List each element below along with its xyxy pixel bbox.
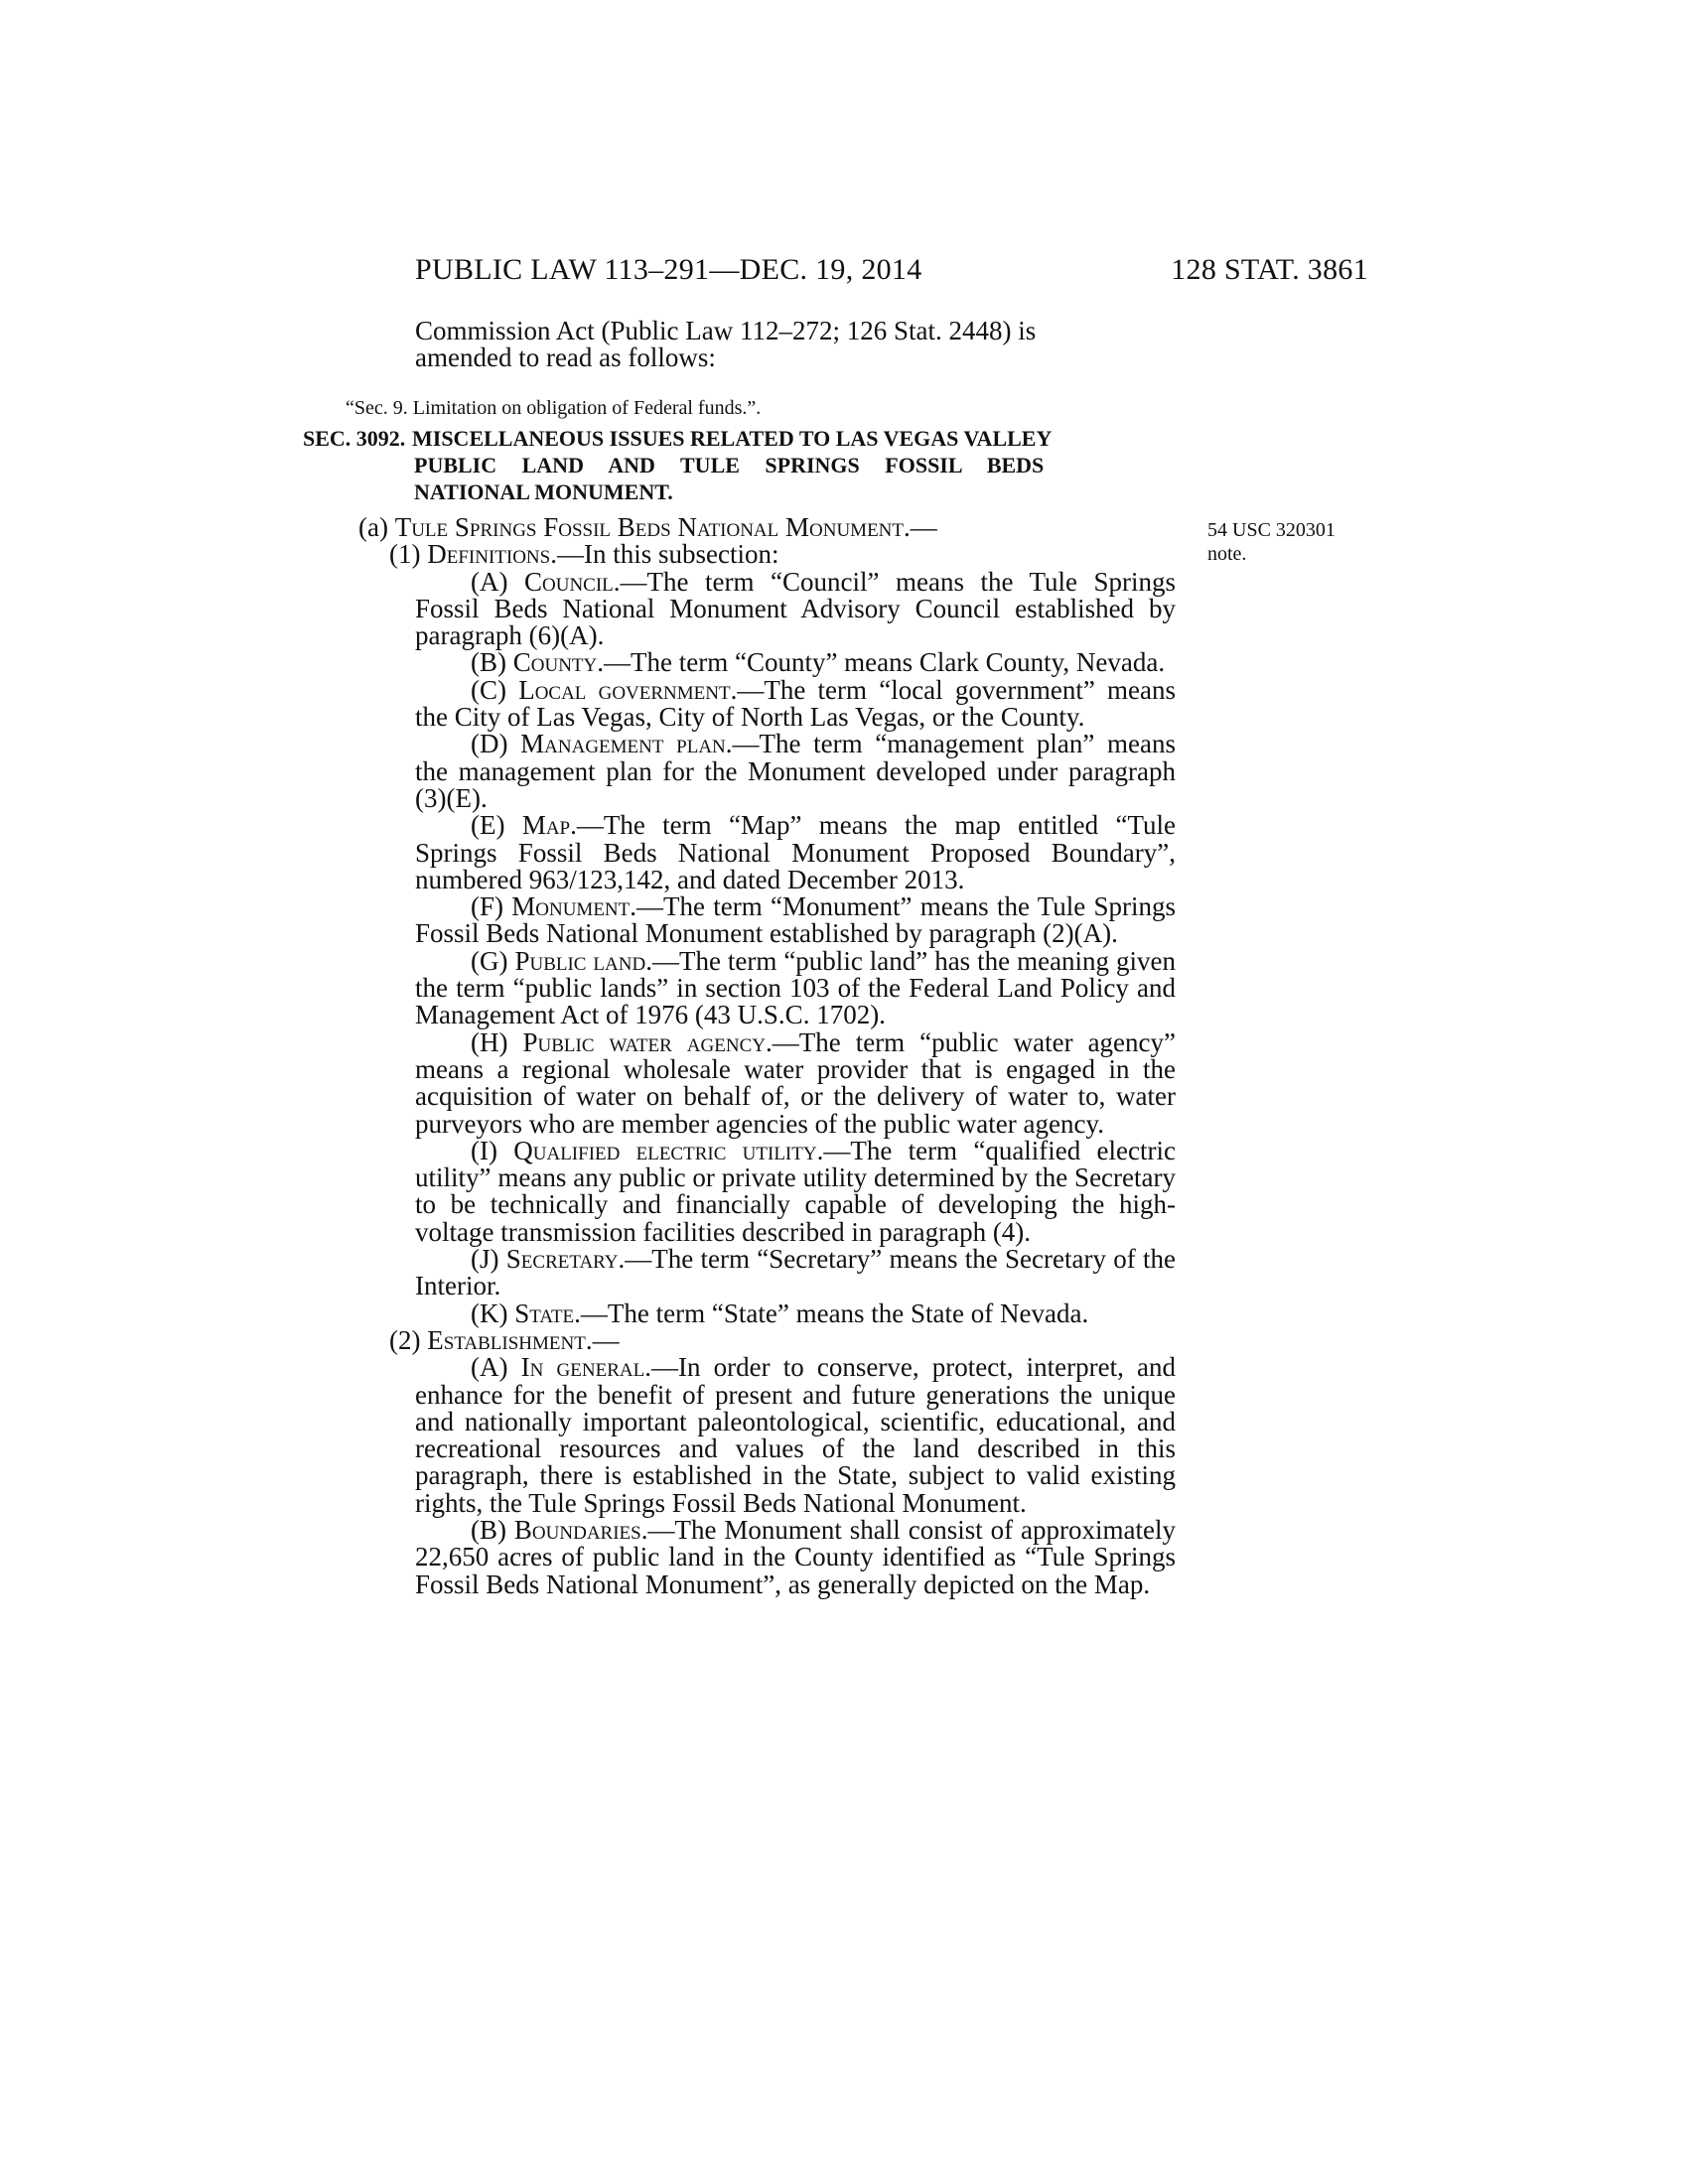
running-header bbox=[0, 253, 1688, 293]
definition-F-heading: Monument. bbox=[511, 891, 637, 922]
paragraph-1: (1) Definitions.—In this subsection: bbox=[389, 539, 779, 570]
definition-G: (G) Public land.—The term “public land” has the meaning given the term “public lands” in section 103 of the Federal Land Policy and Management Act of 1976 (43 U.S.C. 1702). bbox=[415, 945, 1177, 1030]
definition-B: (B) County.—The term “County” means Clark County, Nevada. bbox=[471, 647, 1166, 678]
definition-D: (D) Management plan.—The term “management plan” means the management plan for the Monument developed under paragraph (3)(E). bbox=[415, 729, 1176, 813]
definition-H: (H) Public water agency.—The term “public water agency” means a regional wholesale water provider that is engaged in the acquisition of water on behalf of, or the delivery of water to, water purveyors who are member agencies of the public water agency. bbox=[415, 1026, 1177, 1139]
definition-E: (E) Map.—The term “Map” means the map entitled “Tule Springs Fossil Beds National Monument Proposed Boundary”, numbered 963/123,142, and dated December 2013. bbox=[415, 810, 1176, 894]
section-title-line-1: MISCELLANEOUS ISSUES RELATED TO LAS VEGAS VALLEY bbox=[412, 426, 1053, 451]
establishment-A-heading: In general. bbox=[520, 1352, 651, 1383]
definition-C-heading: Local government. bbox=[518, 674, 738, 705]
definition-G-heading: Public land. bbox=[514, 945, 652, 976]
definition-A-heading: Council. bbox=[524, 566, 621, 597]
definition-I-heading: Qualified electric utility. bbox=[513, 1135, 824, 1165]
definition-I: (I) Qualified electric utility.—The term “qualified electric utility” means any public or private utility determined by the Secretary to be technically and financially capable of developing the high-voltage transmission facilities described in paragraph (4). bbox=[415, 1135, 1176, 1247]
section-heading bbox=[303, 425, 1176, 505]
establishment-B: (B) Boundaries.—The Monument shall consist of approximately 22,650 acres of public land in the County identified as “Tule Springs Fossil Beds National Monument”, as generally depicted on the Map. bbox=[415, 1514, 1176, 1599]
definition-E-heading: Map. bbox=[521, 810, 577, 841]
definition-K-heading: State. bbox=[514, 1297, 581, 1328]
intro-block bbox=[415, 318, 1176, 372]
margin-note-code: 54 USC 320301 bbox=[1207, 519, 1336, 541]
paragraph-2: (2) Establishment.— bbox=[389, 1324, 620, 1355]
header-law-citation: PUBLIC LAW 113–291—DEC. 19, 2014 bbox=[415, 253, 922, 286]
establishment-A: (A) In general.—In order to conserve, protect, interpret, and enhance for the benefit of present and future generations the unique and nationally important paleontological, scientific, educational, and recreational resources and values of the land described in this paragraph, there is established in the State, subject to valid existing rights, the Tule Springs Fossil Beds National Monument. bbox=[415, 1352, 1177, 1518]
establishment-B-heading: Boundaries. bbox=[513, 1514, 648, 1545]
paragraph-1-heading: Definitions. bbox=[427, 539, 557, 570]
section-title-line-2: PUBLIC LAND AND TULE SPRINGS FOSSIL BEDS bbox=[414, 453, 1045, 478]
intro-line-1: Commission Act (Public Law 112–272; 126 Stat. 2448) is bbox=[415, 316, 1037, 345]
definition-B-heading: County. bbox=[512, 647, 604, 678]
definition-H-heading: Public water agency. bbox=[522, 1026, 773, 1057]
amended-table-item: “Sec. 9. Limitation on obligation of Federal funds.”. bbox=[346, 397, 762, 419]
paragraph-2-heading: Establishment. bbox=[427, 1324, 593, 1355]
definition-F: (F) Monument.—The term “Monument” means the Tule Springs Fossil Beds National Monument established by paragraph (2)(A). bbox=[415, 891, 1177, 949]
definition-C: (C) Local government.—The term “local government” means the City of Las Vegas, City of North Las Vegas, or the County. bbox=[415, 674, 1176, 733]
section-number: SEC. 3092. bbox=[303, 426, 406, 451]
subsection-a: (a) Tule Springs Fossil Beds National Monument.— bbox=[358, 512, 937, 542]
definition-K: (K) State.—The term “State” means the State of Nevada. bbox=[471, 1297, 1089, 1328]
header-statute-page: 128 STAT. 3861 bbox=[1171, 253, 1368, 286]
subsection-a-heading: Tule Springs Fossil Beds National Monument. bbox=[394, 512, 911, 542]
main-text bbox=[358, 512, 1177, 1599]
definition-J-heading: Secretary. bbox=[505, 1244, 626, 1275]
margin-note bbox=[1207, 518, 1336, 566]
intro-line-2: amended to read as follows: bbox=[415, 342, 716, 373]
definition-D-heading: Management plan. bbox=[520, 729, 733, 759]
definition-J: (J) Secretary.—The term “Secretary” means the Secretary of the Interior. bbox=[415, 1244, 1176, 1301]
section-title-line-3: NATIONAL MONUMENT. bbox=[414, 479, 673, 504]
definition-A: (A) Council.—The term “Council” means the Tule Springs Fossil Beds National Monument Advisory Council established by paragraph (6)(A). bbox=[415, 566, 1177, 651]
margin-note-suffix: note. bbox=[1207, 543, 1247, 565]
